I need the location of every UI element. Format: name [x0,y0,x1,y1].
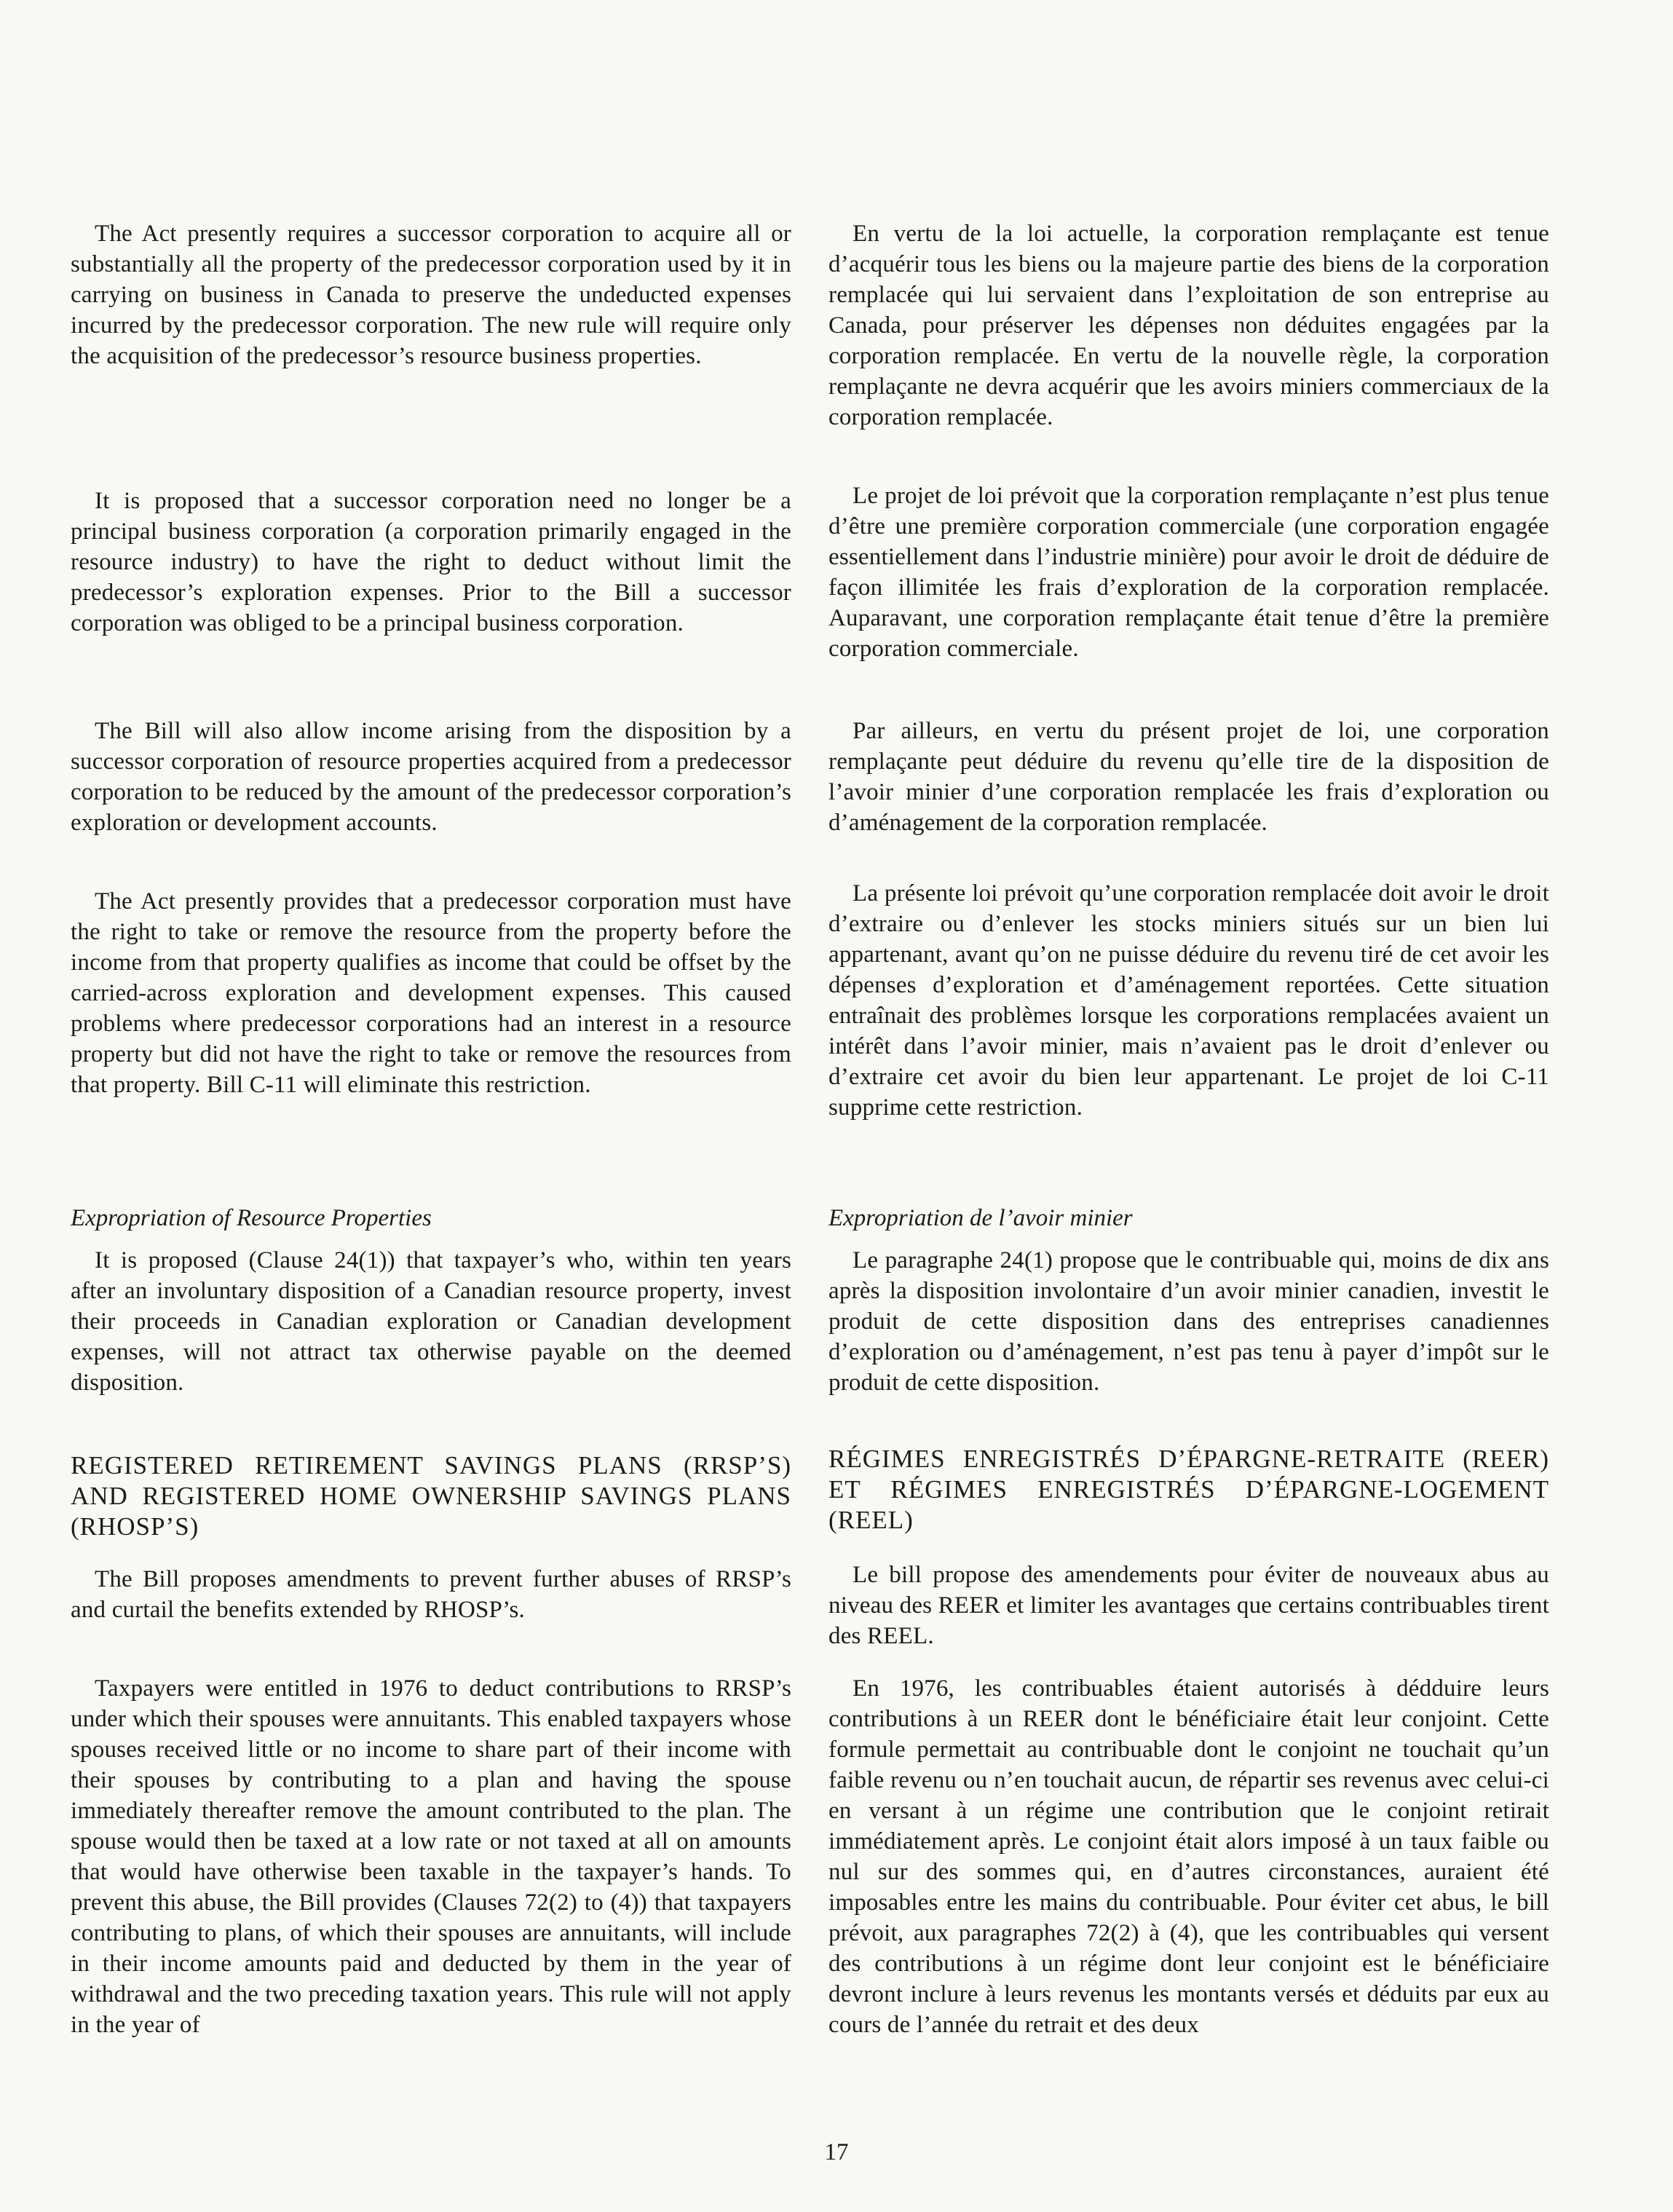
french-paragraph-spousal-contributions [828,1673,1549,2040]
subheading-text: Expropriation de l’avoir minier [828,1205,1133,1231]
english-section-heading-rrsp [71,1450,791,1542]
paragraph-text: Le projet de loi prévoit que la corporation remplaçante n’est plus tenue d’être une première corporation commerciale (une corporation engagée essentiellement dans l’industrie minière) pour avoir le droit de déduire de façon illimitée les frais d’exploration de la corporation remplacée. Auparavant, une corporation remplaçante était tenue d’être la première corporation commerciale. [828,483,1549,662]
section-heading-text: RÉGIMES ENREGISTRÉS D’ÉPARGNE-RETRAITE (REER) ET RÉGIMES ENREGISTRÉS D’ÉPARGNE-LOGEMENT (REEL) [828,1445,1549,1534]
french-paragraph-right-to-remove [828,878,1549,1123]
section-heading-text: REGISTERED RETIREMENT SAVINGS PLANS (RRSP’S) AND REGISTERED HOME OWNERSHIP SAVINGS PLANS (RHOSP’S) [71,1451,791,1541]
french-paragraph-principal-business [828,481,1549,664]
paragraph-text: Par ailleurs, en vertu du présent projet de loi, une corporation remplaçante peut déduire du revenu qu’elle tire de la disposition de l’avoir minier d’une corporation remplacée les frais d’exploration ou d’aménagement de la corporation remplacée. [828,718,1549,836]
english-paragraph-right-to-remove [71,886,791,1100]
paragraph-text: Le bill propose des amendements pour éviter de nouveaux abus au niveau des REER et limiter les avantages que certains contribuables tirent des REEL. [828,1562,1549,1649]
page-number: 17 [824,2139,849,2165]
english-paragraph-disposition-income [71,716,791,838]
paragraph-text: The Bill will also allow income arising from the disposition by a successor corporation of resource properties acquired from a predecessor corporation to be reduced by the amount of the predecessor corporation’s exploration or development accounts. [71,718,791,836]
paragraph-text: It is proposed (Clause 24(1)) that taxpayer’s who, within ten years after an involuntary disposition of a Canadian resource property, invest their proceeds in Canadian exploration or Canadian development expenses, will not attract tax otherwise payable on the deemed disposition. [71,1247,791,1396]
paragraph-text: The Bill proposes amendments to prevent further abuses of RRSP’s and curtail the benefits extended by RHOSP’s. [71,1566,791,1623]
paragraph-text: Le paragraphe 24(1) propose que le contribuable qui, moins de dix ans après la disposition involontaire d’un avoir minier canadien, investit le produit de cette disposition dans des entreprises canadiennes d’exploration ou d’aménagement, n’est pas tenu à payer d’impôt sur le produit de cette disposition. [828,1247,1549,1396]
paragraph-text: En 1976, les contribuables étaient autorisés à dédduire leurs contributions à un REER dont le bénéficiaire était leur conjoint. Cette formule permettait au contribuable dont le conjoint ne touchait qu’un faible revenu ou n’en touchait aucun, de répartir ses revenus avec celui-ci en versant à un régime une contribution que le conjoint retirait immédiatement après. Le conjoint était alors imposé à un taux faible ou nul sur des sommes qui, en d’autres circonstances, auraient été imposables entre les mains du contribuable. Pour éviter cet abus, le bill prévoit, aux paragraphes 72(2) à (4), que les contribuables qui versent des contributions à un régime dont leur conjoint est le bénéficiaire devront inclure à leurs revenus les montants versés et déduits par eux au cours de l’année du retrait et des deux [828,1675,1549,2038]
english-subheading-expropriation [71,1203,791,1233]
english-paragraph-successor-property [71,218,791,371]
french-paragraph-successor-property [828,218,1549,432]
paragraph-text: En vertu de la loi actuelle, la corporation remplaçante est tenue d’acquérir tous les biens ou la majeure partie des biens de la corporation remplacée qui lui servaient dans l’exploitation de son entreprise au Canada, pour préserver les dépenses non déduites engagées par la corporation remplacée. En vertu de la nouvelle règle, la corporation remplaçante ne devra acquérir que les avoirs miniers commerciaux de la corporation remplacée. [828,221,1549,430]
french-paragraph-expropriation [828,1245,1549,1398]
french-paragraph-disposition-income [828,716,1549,838]
french-subheading-expropriation [828,1203,1549,1233]
paragraph-text: The Act presently requires a successor corporation to acquire all or substantially all the property of the predecessor corporation used by it in carrying on business in Canada to preserve the undeducted expenses incurred by the predecessor corporation. The new rule will require only the acquisition of the predecessor’s resource business properties. [71,221,791,369]
french-section-heading-reer [828,1444,1549,1536]
english-paragraph-rrsp-amendments [71,1564,791,1625]
paragraph-text: It is proposed that a successor corporation need no longer be a principal business corporation (a corporation primarily engaged in the resource industry) to have the right to deduct without limit the predecessor’s exploration expenses. Prior to the Bill a successor corporation was obliged to be a principal business corporation. [71,488,791,636]
french-paragraph-reer-amendments [828,1560,1549,1651]
english-paragraph-expropriation [71,1245,791,1398]
paragraph-text: Taxpayers were entitled in 1976 to deduct contributions to RRSP’s under which their spouses were annuitants. This enabled taxpayers whose spouses received little or no income to share part of their income with their spouses by contributing to a plan and having the spouse immediately thereafter remove the amount contributed to the plan. The spouse would then be taxed at a low rate or not taxed at all on amounts that would have otherwise been taxable in the taxpayer’s hands. To prevent this abuse, the Bill provides (Clauses 72(2) to (4)) that taxpayers contributing to plans, of which their spouses are annuitants, will include in their income amounts paid and deducted by them in the year of withdrawal and the two preceding taxation years. This rule will not apply in the year of [71,1675,791,2038]
subheading-text: Expropriation of Resource Properties [71,1205,432,1231]
paragraph-text: The Act presently provides that a predecessor corporation must have the right to take or remove the resource from the property before the income from that property qualifies as income that could be offset by the carried-across exploration and development expenses. This caused problems where predecessor corporations had an interest in a resource property but did not have the right to take or remove the resources from that property. Bill C-11 will eliminate this restriction. [71,888,791,1098]
english-paragraph-spousal-contributions [71,1673,791,2040]
paragraph-text: La présente loi prévoit qu’une corporation remplacée doit avoir le droit d’extraire ou d’enlever les stocks miniers situés sur un bien lui appartenant, avant qu’on ne puisse déduire du revenu tiré de cet avoir les dépenses d’exploration et d’aménagement reportées. Cette situation entraînait des problèmes lorsque les corporations remplacées avaient un intérêt dans l’avoir minier, mais n’avaient pas le droit d’enlever ou d’extraire cet avoir du bien leur appartenant. Le projet de loi C-11 supprime cette restriction. [828,880,1549,1121]
english-paragraph-principal-business [71,486,791,639]
